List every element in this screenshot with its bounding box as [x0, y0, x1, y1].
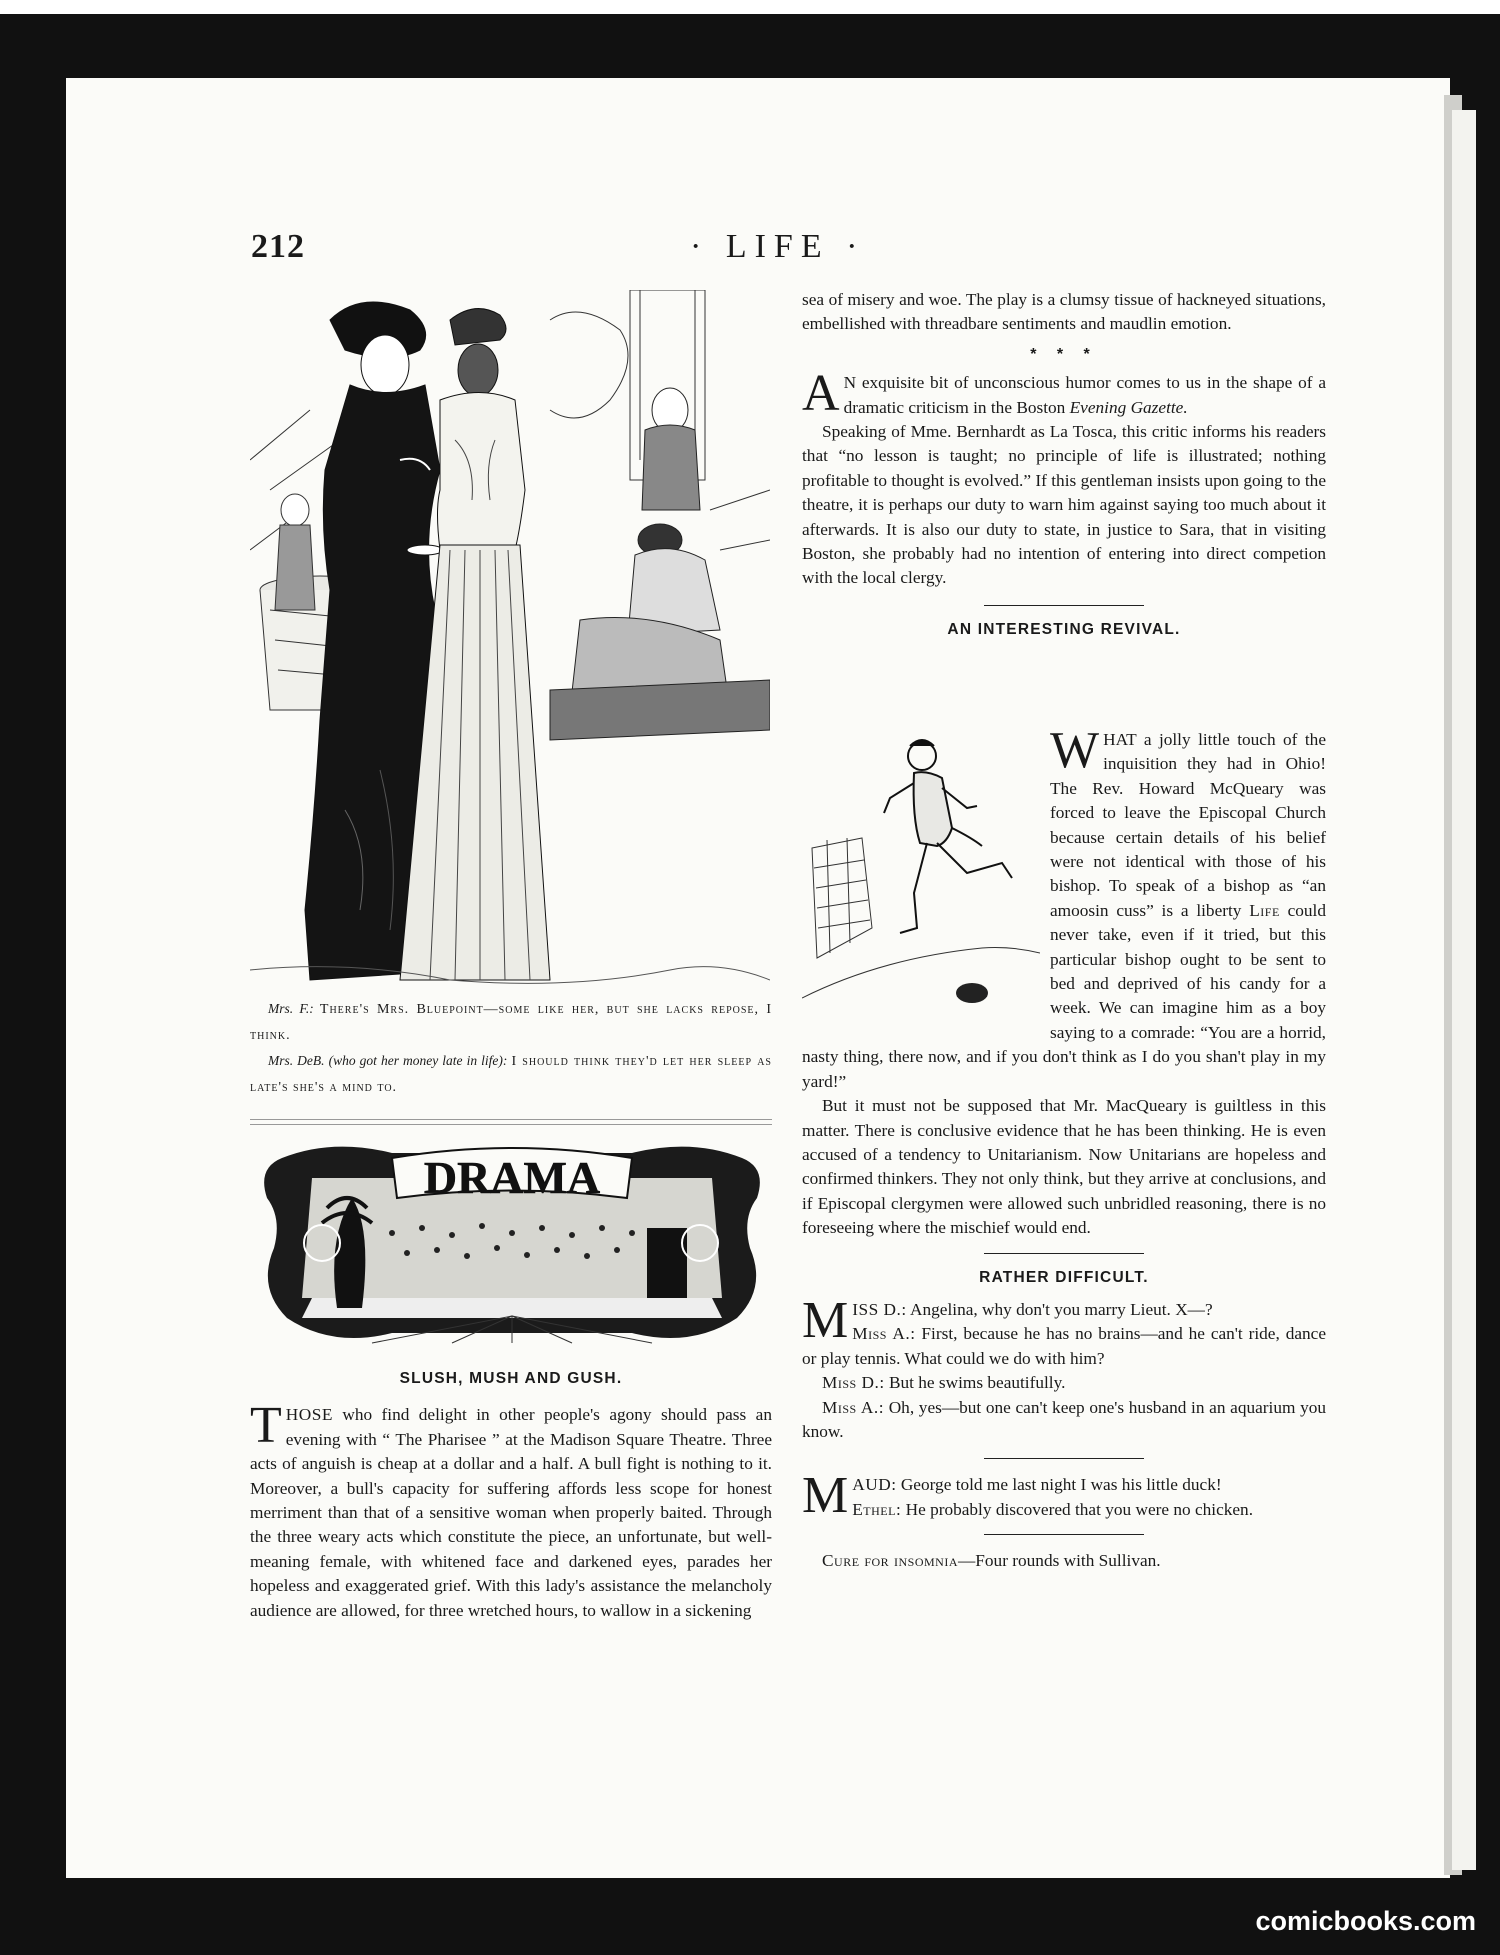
divider-3 — [984, 1458, 1144, 1459]
caption-2-speaker: Mrs. DeB. — [268, 1053, 325, 1068]
revival-body-2: could never take, even if it tried, but this particular bishop ought to be sent to bed and deprived of his candy for a week. We can imagine him as a boy saying to a comrade: “You are a horrid, nasty thing, there now, and if you don't think as I do you shan't play in my yard!” — [802, 900, 1326, 1091]
boston-body-1: N exquisite bit of unconscious humor comes to us in the shape of a dramatic criticism in the Boston — [843, 373, 1326, 417]
dropcap-w: W — [1050, 722, 1100, 779]
section-stars: * * * — [1030, 345, 1098, 363]
article-revival — [802, 722, 1326, 1574]
divider-1 — [984, 605, 1144, 606]
maud-line: George told me last night I was his little duck! — [900, 1475, 1222, 1495]
page-number: 212 — [251, 228, 305, 265]
divider-2 — [984, 1253, 1144, 1254]
ethel-speaker: Ethel: — [852, 1499, 902, 1519]
difficult-speaker-4: Miss A.: — [822, 1397, 885, 1417]
slush-continued: sea of misery and woe. The play is a clumsy tissue of hackneyed situations, embellished with threadbare sentiments and maudlin emotion. — [802, 290, 1326, 334]
heading-slush: SLUSH, MUSH AND GUSH. — [399, 1370, 623, 1387]
difficult-speaker-1: ISS D.: — [852, 1299, 907, 1319]
revival-body-3: But it must not be supposed that Mr. MacQueary is guiltless in this matter. There is conclusive evidence that he has been thinking. He is even accused of a tendency to Unitarianism. Now Unitarians are hopeless and confirmed thinkers. They not only think, but they arrive at conclusions, and if Episcopal clergymen were allowed such unbridled reasoning, there is no foreseeing where the mischief would end. — [802, 1096, 1326, 1238]
drama-banner — [252, 1138, 770, 1348]
watermark: comicbooks.com — [1255, 1906, 1476, 1936]
divider-double-top — [250, 1119, 772, 1120]
boston-paper: Evening Gazette. — [1069, 397, 1188, 417]
dropcap-t: T — [250, 1397, 282, 1455]
difficult-line-4: Oh, yes—but one can't keep one's husband in an aquarium you know. — [802, 1397, 1326, 1441]
boston-body-2: Speaking of Mme. Bernhardt as La Tosca, this critic informs his readers that “no lesson is taught; no principle of life is illustrated; nothing profitable to thought is evolved.” If this gentleman insists upon going to the theatre, it is perhaps our duty to warn him against saying too much about it afterwards. It is also our duty to state, in justice to Sara, that in visiting Boston, she probably had no intention of entering into direct competion with the local clergy. — [802, 422, 1326, 588]
article-slush — [250, 1367, 772, 1623]
difficult-speaker-2: Miss A.: — [852, 1324, 916, 1344]
dropcap-a: A — [802, 365, 840, 423]
slush-body: who find delight in other people's agony should pass an evening with “ The Pharisee ” at the Madison Square Theatre. Three acts of anguish is cheap at a dollar and a half. A bull fight is nothing to it. Moreover, a bull's capacity for suffering affords less scope for honest merriment than that of a sensitive woman when properly baited. Through the three weary acts which constitute the piece, an unfortunate, but well-meaning female, with whitened face and darkened eyes, parades her hopeless and exaggerated grief. With this lady's assistance the melancholy audience are allowed, for three wretched hours, to wallow in a sickening — [250, 1405, 772, 1620]
caption-1-speaker: Mrs. F.: — [268, 1001, 314, 1016]
dropcap-m1: M — [802, 1291, 849, 1349]
maud-speaker: AUD: — [852, 1475, 897, 1495]
heading-revival: AN INTERESTING REVIVAL. — [947, 620, 1181, 638]
illustration-spacer — [802, 728, 1050, 1028]
caption-2-text: I should think they'd let her sleep as late's she's a mind to. — [250, 1054, 772, 1095]
cartoon-illustration — [250, 290, 770, 990]
insomnia-label: Cure for insomnia — [822, 1551, 959, 1571]
difficult-speaker-3: Miss D.: — [822, 1373, 885, 1393]
heading-difficult: RATHER DIFFICULT. — [979, 1268, 1149, 1286]
right-column-top — [802, 288, 1326, 652]
difficult-line-1: Angelina, why don't you marry Lieut. X—? — [910, 1299, 1213, 1319]
difficult-line-2: First, because he has no brains—and he can't ride, dance or play tennis. What could we do with him? — [802, 1324, 1326, 1368]
revival-body-1: HAT a jolly little touch of the inquisition they had in Ohio! The Rev. Howard McQueary was forced to leave the Episcopal Church because certain details of his belief were not identical with those of his bishop. To speak of a bishop as “an amoosin cuss” is a liberty — [1050, 730, 1326, 920]
dropcap-m2: M — [802, 1467, 849, 1525]
divider-double-bottom — [250, 1124, 772, 1125]
divider-4 — [984, 1534, 1144, 1535]
drama-title: DRAMA — [423, 1152, 601, 1203]
revival-life: Life — [1249, 900, 1280, 920]
next-page-sliver — [1452, 110, 1476, 1870]
insomnia-text: —Four rounds with Sullivan. — [958, 1551, 1161, 1571]
caption-2-aside: (who got her money late in life): — [328, 1053, 508, 1068]
running-head: · LIFE · — [690, 228, 866, 265]
cartoon-caption — [250, 996, 772, 1100]
difficult-line-3: But he swims beautifully. — [888, 1373, 1066, 1393]
top-border — [0, 0, 1500, 14]
slush-lead: HOSE — [285, 1405, 333, 1425]
caption-1-text: There's Mrs. Bluepoint—some like her, but she lacks repose, I think. — [250, 1002, 773, 1043]
ethel-line: He probably discovered that you were no chicken. — [905, 1499, 1254, 1519]
